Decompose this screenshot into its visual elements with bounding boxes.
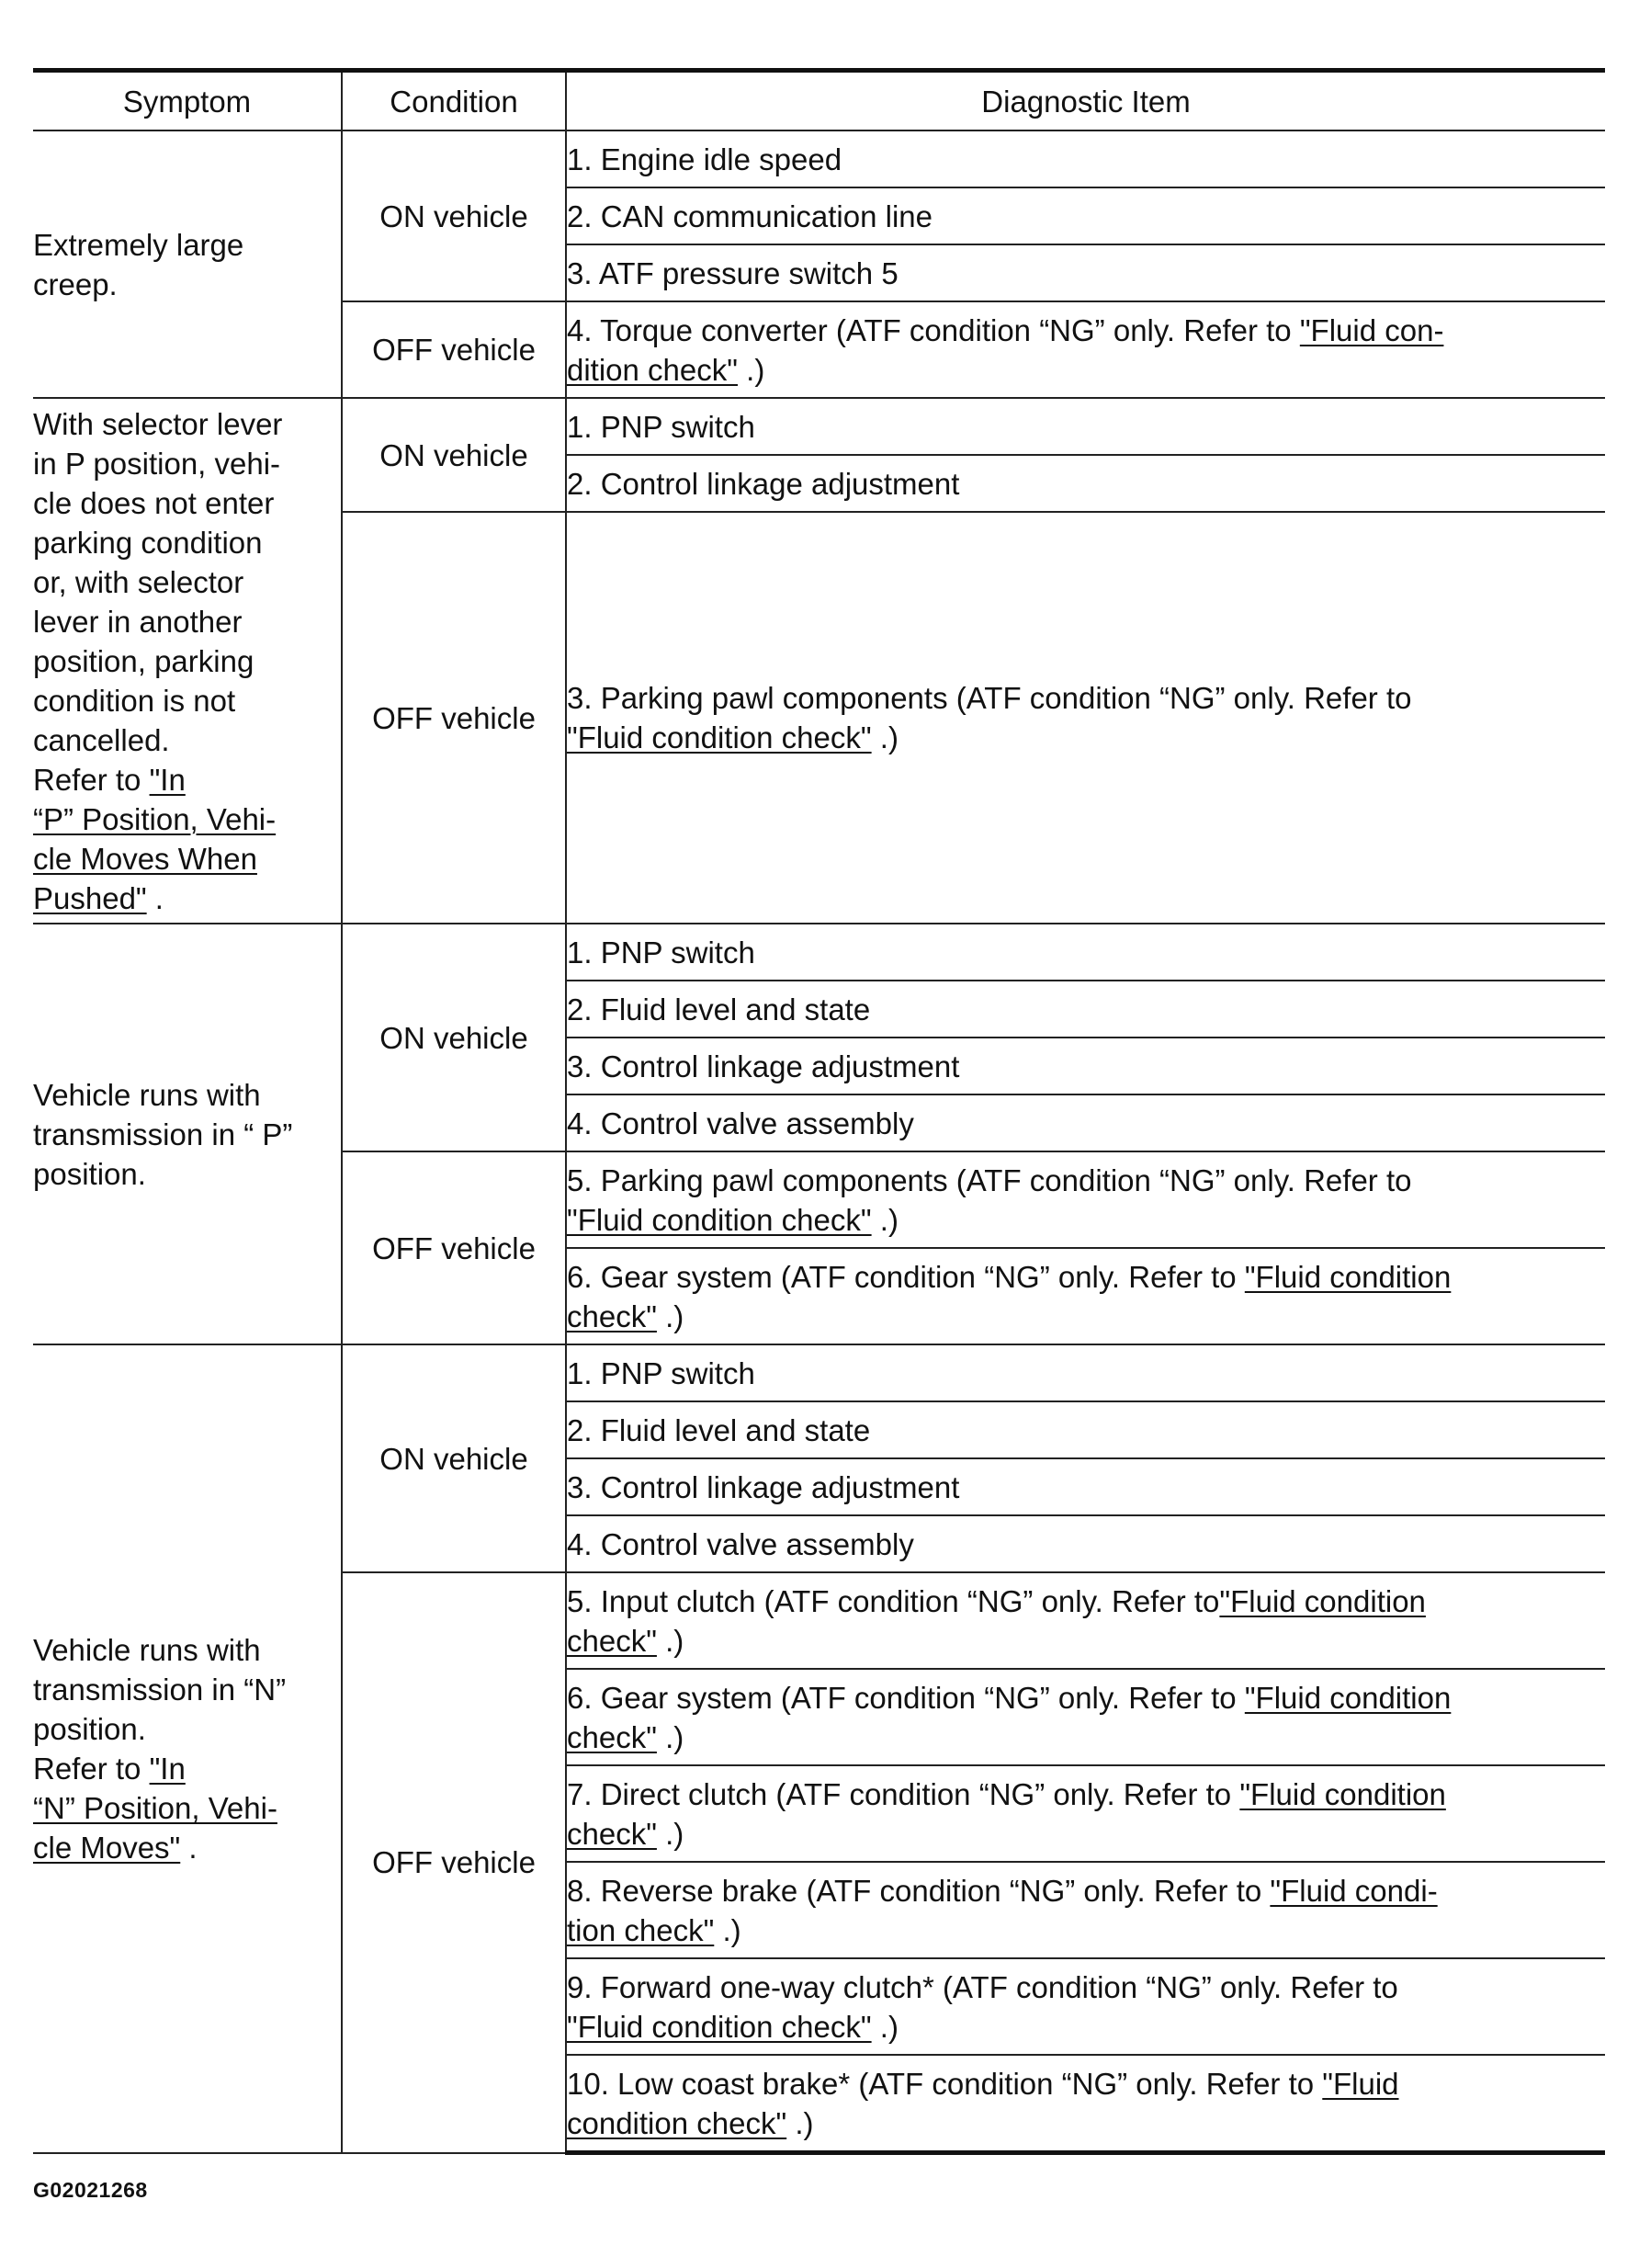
in-n-position-link[interactable]: “N” Position, Vehi- (33, 1790, 277, 1825)
symptom-text: cancelled. (33, 722, 170, 757)
symptom-text: Vehicle runs with (33, 1077, 261, 1112)
symptom-text: in P position, vehi- (33, 446, 281, 481)
diagnostic-item: 2. Fluid level and state (566, 1401, 1605, 1458)
item-text: .) (656, 1719, 684, 1754)
condition-on-vehicle: ON vehicle (342, 1344, 566, 1572)
item-line (567, 350, 1605, 390)
item-text: .) (871, 2009, 899, 2044)
item-text: .) (786, 2105, 814, 2140)
fluid-condition-check-link[interactable]: "Fluid condition check" (567, 2009, 872, 2044)
table-row (33, 398, 1605, 455)
symptom-cell (33, 130, 342, 398)
diagnostic-item: 2. CAN communication line (566, 187, 1605, 244)
diagnostic-item (566, 301, 1605, 398)
in-n-position-link[interactable]: cle Moves" (33, 1830, 181, 1865)
diagnostic-item: 3. ATF pressure switch 5 (566, 244, 1605, 301)
fluid-condition-check-link[interactable]: "Fluid condi- (1270, 1873, 1438, 1908)
symptom-line (33, 1828, 341, 1867)
fluid-condition-check-link[interactable]: "Fluid condition (1244, 1259, 1452, 1294)
symptom-text: Refer to (33, 762, 150, 797)
symptom-line (33, 1749, 341, 1788)
item-line (567, 1911, 1605, 1950)
header-diagnostic-item: Diagnostic Item (566, 71, 1605, 131)
diagnostic-item (566, 1669, 1605, 1765)
fluid-condition-check-link[interactable]: dition check" (567, 352, 738, 387)
symptom-text: creep. (33, 266, 118, 301)
header-condition: Condition (342, 71, 566, 131)
condition-off-vehicle: OFF vehicle (342, 1151, 566, 1344)
symptom-cell (33, 924, 342, 1344)
diagnostic-item (566, 512, 1605, 924)
in-p-position-link[interactable]: cle Moves When (33, 841, 257, 876)
condition-on-vehicle: ON vehicle (342, 398, 566, 512)
symptom-text: position, parking (33, 643, 254, 678)
condition-off-vehicle: OFF vehicle (342, 301, 566, 398)
diagnostic-item: 2. Control linkage adjustment (566, 455, 1605, 512)
diagnostic-table (33, 68, 1605, 2155)
diagnostic-item: 3. Control linkage adjustment (566, 1458, 1605, 1515)
symptom-text: cle does not enter (33, 485, 275, 520)
symptom-text: or, with selector (33, 564, 244, 599)
item-text: 8. Reverse brake (ATF condition “NG” only. Refer to (567, 1873, 1271, 1908)
fluid-condition-check-link[interactable]: "Fluid condition (1239, 1776, 1446, 1811)
diagnostic-item (566, 1572, 1605, 1669)
symptom-text: Vehicle runs with (33, 1632, 261, 1667)
in-p-position-link[interactable]: "In (149, 762, 186, 797)
in-p-position-link[interactable]: “P” Position, Vehi- (33, 801, 277, 836)
diagnostic-item (566, 1248, 1605, 1344)
in-p-position-link[interactable]: Pushed" (33, 880, 147, 915)
diagnostic-item: 1. PNP switch (566, 398, 1605, 455)
symptom-line (33, 760, 341, 799)
diagnostic-item (566, 1958, 1605, 2055)
item-text: .) (656, 1623, 684, 1658)
symptom-text: Extremely large (33, 227, 244, 262)
symptom-cell (33, 398, 342, 924)
item-line (567, 1871, 1605, 1911)
item-text: .) (656, 1298, 684, 1333)
fluid-condition-check-link[interactable]: tion check" (567, 1912, 715, 1947)
item-line (567, 1621, 1605, 1661)
symptom-text: Refer to (33, 1751, 150, 1786)
symptom-line (33, 839, 341, 879)
diagnostic-item: 1. PNP switch (566, 1344, 1605, 1401)
item-line (567, 718, 1605, 757)
fluid-condition-check-link[interactable]: "Fluid condition (1219, 1583, 1426, 1618)
condition-off-vehicle: OFF vehicle (342, 1572, 566, 2153)
fluid-condition-check-link[interactable]: "Fluid condition check" (567, 1202, 872, 1237)
item-line (567, 1200, 1605, 1240)
figure-id: G02021268 (33, 2178, 148, 2202)
condition-on-vehicle: ON vehicle (342, 130, 566, 301)
diagnostic-item: 4. Control valve assembly (566, 1094, 1605, 1151)
item-text: 10. Low coast brake* (ATF condition “NG” only. Refer to (567, 2066, 1323, 2101)
diagnostic-item: 1. PNP switch (566, 924, 1605, 981)
item-text: 7. Direct clutch (ATF condition “NG” only. Refer to (567, 1776, 1240, 1811)
symptom-text: . (146, 880, 164, 915)
symptom-text: position. (33, 1156, 146, 1191)
diagnostic-item: 2. Fluid level and state (566, 981, 1605, 1038)
item-text: .) (714, 1912, 741, 1947)
item-text: .) (871, 1202, 899, 1237)
item-text: 5. Parking pawl components (ATF condition “NG” only. Refer to (567, 1162, 1412, 1197)
item-text: .) (737, 352, 765, 387)
symptom-text: parking condition (33, 525, 263, 560)
symptom-text: transmission in “ P” (33, 1117, 293, 1151)
fluid-condition-check-link[interactable]: check" (567, 1298, 657, 1333)
item-text: 6. Gear system (ATF condition “NG” only. Refer to (567, 1259, 1245, 1294)
item-line (567, 311, 1605, 350)
item-text: .) (871, 720, 899, 754)
fluid-condition-check-link[interactable]: check" (567, 1623, 657, 1658)
fluid-condition-check-link[interactable]: condition check" (567, 2105, 787, 2140)
item-text: .) (656, 1816, 684, 1851)
symptom-text: condition is not (33, 683, 236, 718)
header-row (33, 71, 1605, 131)
item-line (567, 1297, 1605, 1336)
symptom-text: position. (33, 1711, 146, 1746)
fluid-condition-check-link[interactable]: "Fluid condition (1244, 1680, 1452, 1715)
item-line (567, 2007, 1605, 2047)
item-line (567, 2064, 1605, 2104)
symptom-text: lever in another (33, 604, 243, 639)
item-line (567, 1257, 1605, 1297)
condition-on-vehicle: ON vehicle (342, 924, 566, 1151)
table-row (33, 924, 1605, 981)
fluid-condition-check-link[interactable]: check" (567, 1719, 657, 1754)
diagnostic-item: 3. Control linkage adjustment (566, 1038, 1605, 1094)
symptom-line (33, 879, 341, 918)
diagnostic-item (566, 2055, 1605, 2153)
symptom-cell (33, 1344, 342, 2153)
item-line (567, 1814, 1605, 1854)
diagnostic-item: 1. Engine idle speed (566, 130, 1605, 187)
item-line (567, 1678, 1605, 1718)
condition-off-vehicle: OFF vehicle (342, 512, 566, 924)
item-text: 9. Forward one-way clutch* (ATF condition “NG” only. Refer to (567, 1969, 1398, 2004)
fluid-condition-check-link[interactable]: "Fluid (1322, 2066, 1399, 2101)
item-line (567, 1718, 1605, 1757)
item-text: 6. Gear system (ATF condition “NG” only. Refer to (567, 1680, 1245, 1715)
table-row (33, 1344, 1605, 1401)
header-symptom: Symptom (33, 71, 342, 131)
symptom-line (33, 1788, 341, 1828)
diagnostic-item (566, 1765, 1605, 1862)
fluid-condition-check-link[interactable]: check" (567, 1816, 657, 1851)
symptom-text: transmission in “N” (33, 1672, 287, 1707)
diagnostic-item: 4. Control valve assembly (566, 1515, 1605, 1572)
fluid-condition-check-link[interactable]: "Fluid condition check" (567, 720, 872, 754)
symptom-text: With selector lever (33, 406, 283, 441)
symptom-line (33, 799, 341, 839)
fluid-condition-check-link[interactable]: "Fluid con- (1299, 312, 1444, 347)
item-text: 3. Parking pawl components (ATF condition “NG” only. Refer to (567, 681, 1412, 715)
table-row (33, 130, 1605, 187)
diagnostic-item (566, 1151, 1605, 1248)
item-line (567, 1775, 1605, 1814)
item-line (567, 2104, 1605, 2143)
item-text: 4. Torque converter (ATF condition “NG” only. Refer to (567, 312, 1300, 347)
symptom-text: . (180, 1830, 198, 1865)
diagnostic-item (566, 1862, 1605, 1958)
item-text: 5. Input clutch (ATF condition “NG” only. Refer to (567, 1583, 1220, 1618)
in-n-position-link[interactable]: "In (149, 1751, 186, 1786)
item-line (567, 1582, 1605, 1621)
